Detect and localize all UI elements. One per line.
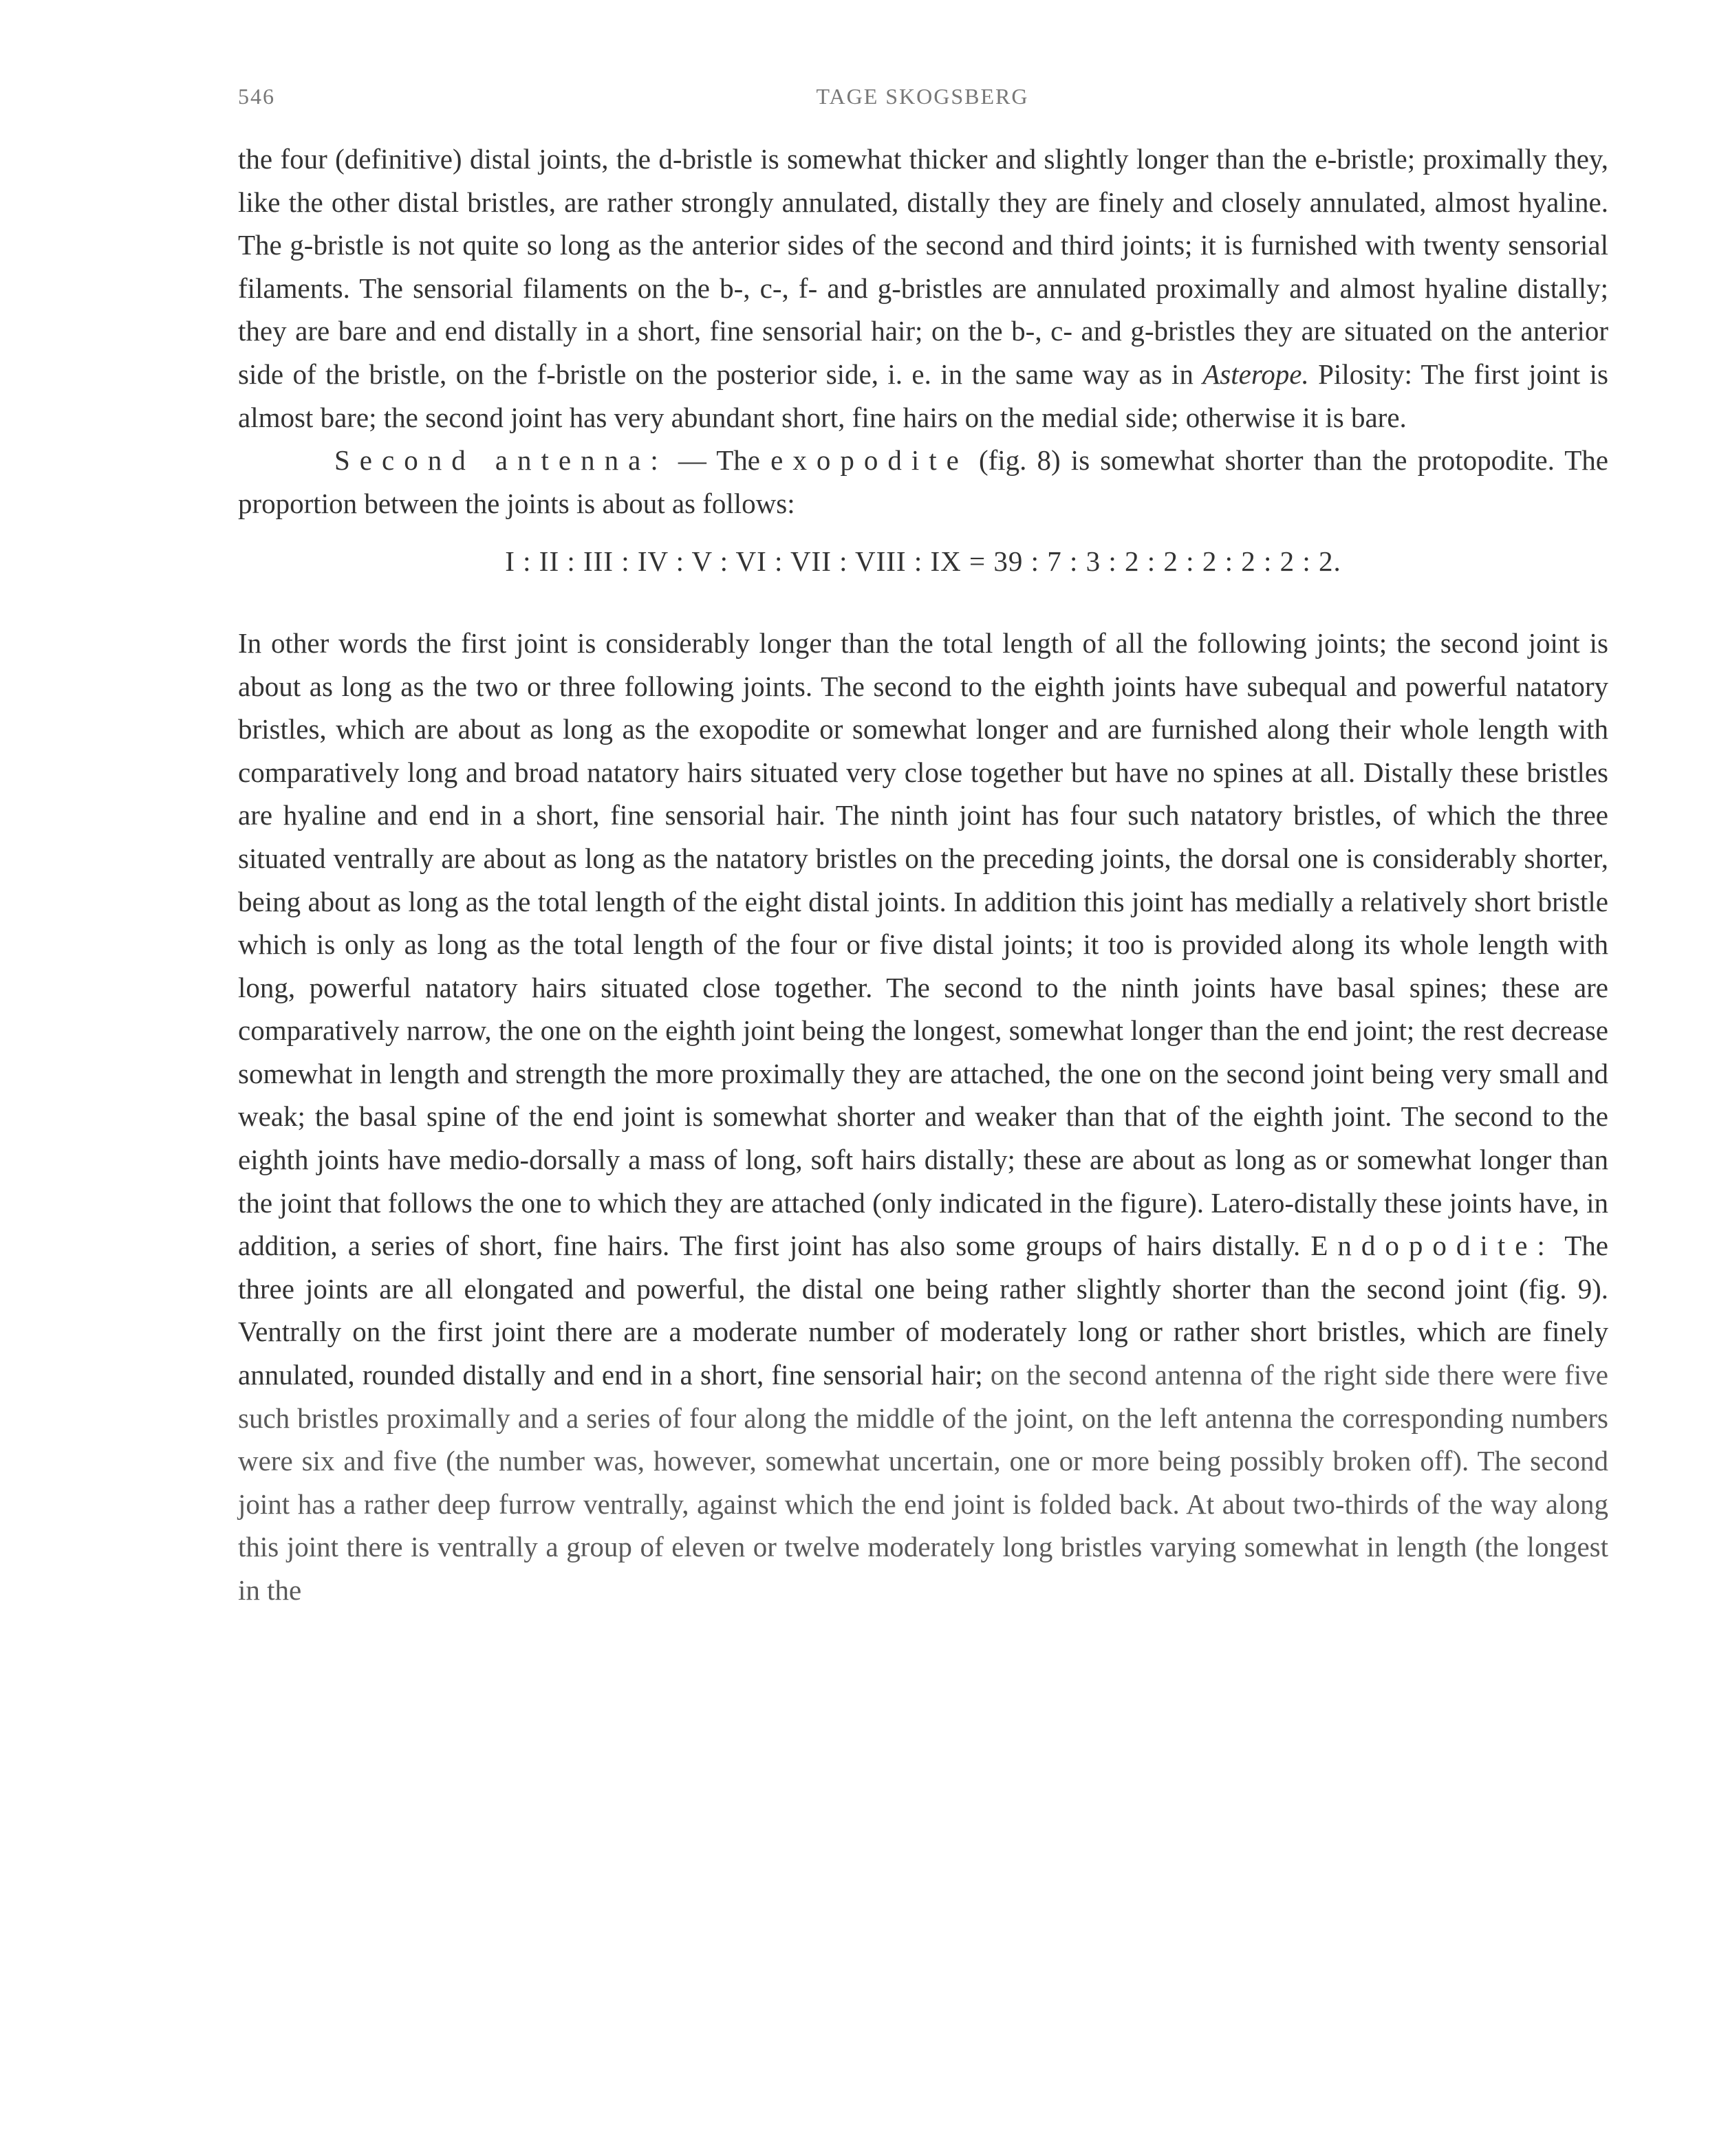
- running-head: [238, 84, 1607, 118]
- italic-genus-name: Asterope.: [1202, 358, 1309, 390]
- text-run: the four (definitive) distal joints, the d-bristle is somewhat thicker and slightly longer than the e-bristle; proximally they, like the other distal bristles, are rather strongly annulated, distally they are finely and closely annulated, almost hyaline. The g-bristle is not quite so long as the anterior sides of the second and third joints; it is furnished with twenty sensorial filaments. The sensorial filaments on the b-, c-, f- and g-bristles are annulated proximally and almost hyaline distally; they are bare and end distally in a short, fine sensorial hair; on the b-, c- and g-bristles they are situated on the anterior side of the bristle, on the f-bristle on the posterior side, i. e. in the same way as in: [238, 143, 1608, 390]
- paragraph-exopodite-endopodite: [238, 622, 1608, 1612]
- term-exopodite: exopodite: [770, 444, 969, 477]
- section-heading-second-antenna: Second antenna:: [334, 444, 668, 477]
- text-run: The three joints are all elongated and powerful, the distal one being rather slightly shorter than the second joint (fig. 9). Ventrally on the first joint there are a moderate number of moderately long or rather short bristles, which are finely annulated, rounded distally and end in a short, fine sensorial hair;: [238, 1230, 1608, 1391]
- text-run: — The: [667, 444, 771, 477]
- joint-proportion-equation: I : II : III : IV : V : VI : VII : VIII : IX = 39 : 7 : 3 : 2 : 2 : 2 : 2 : 2 : 2.: [505, 545, 1341, 578]
- text-run: Pilosity: The first joint is almost bare; the second joint has very abundant short, fine hairs on the medial side; otherwise it is bare.: [238, 358, 1609, 433]
- text-run-faded: on the second antenna of the right side there were five such bristles proximally and a series of four along the middle of the joint, on the left antenna the corresponding numbers were six and five (the number was, however, somewhat uncertain, one or more being possibly broken off).: [238, 1359, 1608, 1477]
- paragraph-first-antenna-continuation: [238, 138, 1608, 439]
- page-number: 546: [238, 84, 275, 109]
- text-run: (fig. 8) is somewhat shorter than the protopodite. The proportion between the joints is about as follows:: [238, 444, 1608, 519]
- paragraph-second-antenna: [238, 439, 1608, 525]
- term-endopodite: Endopodite:: [1310, 1230, 1555, 1262]
- text-run-faded: The second joint has a rather deep furrow ventrally, against which the end joint is folded back. At about two-thirds of the way along this joint there is ventrally a group of eleven or twelve moderately long bristles varying somewhat in length (the longest in the: [238, 1445, 1609, 1606]
- running-title-author: TAGE SKOGSBERG: [816, 84, 1029, 109]
- text-run: In other words the first joint is considerably longer than the total length of all the following joints; the second joint is about as long as the two or three following joints. The second to the eighth joints have subequal and powerful natatory bristles, which are about as long as the exopodite or somewhat longer and are furnished along their whole length with comparatively long and broad natatory hairs situated very close together but have no spines at all. Distally these bristles are hyaline and end in a short, fine sensorial hair. The ninth joint has four such natatory bristles, of which the three situated ventrally are about as long as the natatory bristles on the preceding joints, the dorsal one is considerably shorter, being about as long as the total length of the eight distal joints. In addition this joint has medially a relatively short bristle which is only as long as the total length of the four or five distal joints; it too is provided along its whole length with long, powerful natatory hairs situated close together. The second to the ninth joints have basal spines; these are comparatively narrow, the one on the eighth joint being the longest, somewhat longer than the end joint; the rest decrease somewhat in length and strength the more proximally they are attached, the one on the second joint being very small and weak; the basal spine of the end joint is somewhat shorter and weaker than that of the eighth joint. The second to the eighth joints have medio-dorsally a mass of long, soft hairs distally; these are about as long as or somewhat longer than the joint that follows the one to which they are attached (only indicated in the figure). Latero-distally these joints have, in addition, a series of short, fine hairs. The first joint has also some groups of hairs distally.: [238, 627, 1608, 1262]
- body-text: [238, 138, 1608, 1612]
